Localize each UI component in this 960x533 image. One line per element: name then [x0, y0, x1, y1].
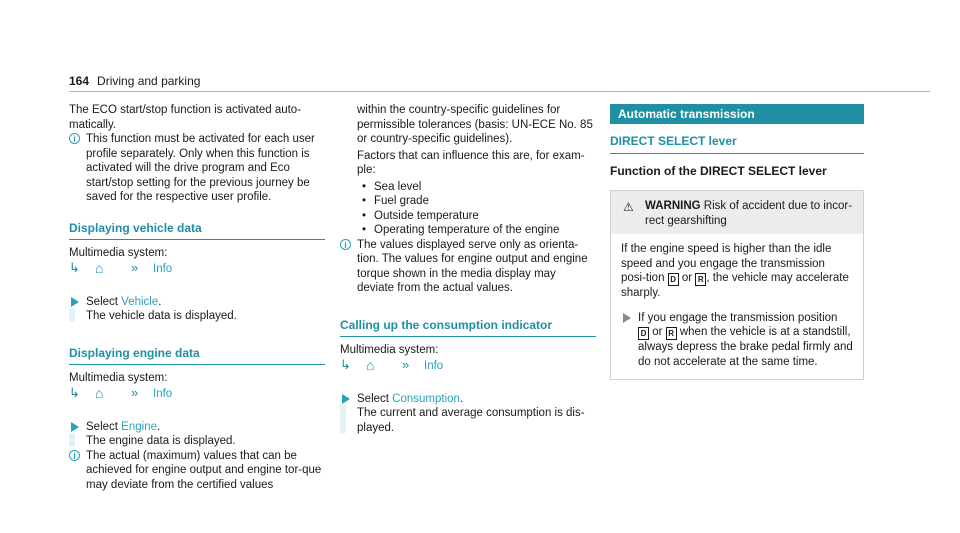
engine-step: Select Engine. The engine data is displayed.	[69, 420, 325, 449]
action-triangle-icon	[71, 297, 79, 307]
engine-path	[69, 386, 325, 420]
list-item: • Outside temperature	[357, 209, 596, 224]
consumption-link[interactable]: Consumption	[392, 392, 460, 405]
action-triangle-icon	[342, 394, 350, 404]
home-icon: ⌂	[95, 384, 104, 401]
list-item: • Sea level	[357, 180, 596, 195]
consumption-step: Select Consumption. The current and average consumption is dis-played.	[340, 392, 596, 436]
home-icon: ⌂	[95, 259, 104, 276]
gear-key-r: R	[695, 273, 706, 286]
action-triangle-icon	[71, 422, 79, 432]
vehicle-path-label: Multimedia system:	[69, 247, 168, 259]
warning-headline: Risk of accident due to incor-rect gearshifting	[645, 200, 853, 227]
vehicle-result: The vehicle data is displayed.	[86, 310, 237, 322]
path-arrow-icon: »	[131, 259, 139, 275]
page-number: 164	[69, 74, 90, 88]
values-note: i The values displayed serve only as orienta-tion. The values for engine output and engine torque shown in the media display may deviate from the actual values.	[340, 238, 596, 296]
engine-result: The engine data is displayed.	[86, 435, 236, 447]
page-header	[69, 74, 200, 89]
consumption-title: Calling up the consumption indicator	[340, 317, 552, 332]
consumption-result: The current and average consumption is dis-played.	[357, 407, 585, 434]
warning-step: If you engage the transmission position D or R when the vehicle is at a standstill, always depress the brake pedal firmly and do not accelerate at the same time.	[621, 311, 853, 370]
factors-intro: Factors that can influence this are, for exam-ple:	[357, 149, 585, 176]
warning-box	[610, 190, 864, 380]
function-heading: Function of the DIRECT SELECT lever	[610, 163, 827, 178]
info-icon: i	[340, 239, 351, 250]
warning-icon: ⚠	[623, 200, 634, 214]
consumption-path	[340, 358, 596, 392]
gear-key-d: D	[638, 327, 649, 340]
info-link[interactable]: Info	[424, 359, 444, 372]
column-3	[610, 104, 864, 380]
path-arrow-icon: »	[131, 384, 139, 400]
engine-note-cont: within the country-specific guidelines for permissible tolerances (basis: UN-ECE No. 85 or country-specific guidelines).	[357, 104, 593, 145]
column-1	[69, 103, 325, 492]
gear-key-d: D	[668, 273, 679, 286]
vehicle-data-title: Displaying vehicle data	[69, 220, 202, 235]
step-bar	[340, 405, 346, 433]
vehicle-path	[69, 261, 325, 295]
engine-path-label: Multimedia system:	[69, 372, 168, 384]
info-link[interactable]: Info	[153, 262, 173, 275]
warning-header	[611, 191, 863, 234]
path-arrow-icon: ↳	[69, 384, 80, 400]
action-triangle-icon	[623, 313, 631, 323]
info-icon: i	[69, 450, 80, 461]
list-item: • Fuel grade	[357, 194, 596, 209]
section-banner: Automatic transmission	[610, 104, 864, 124]
gear-key-r: R	[666, 327, 677, 340]
step-bar	[69, 308, 75, 322]
warning-label: WARNING	[645, 200, 701, 212]
subsection-title: DIRECT SELECT lever	[610, 134, 737, 148]
info-link[interactable]: Info	[153, 387, 173, 400]
eco-intro: The ECO start/stop function is activated auto-matically.	[69, 104, 302, 131]
engine-note: i The actual (maximum) values that can be achieved for engine output and engine tor-que may deviate from the certified values	[69, 449, 325, 493]
list-item: • Operating temperature of the engine	[357, 223, 596, 238]
column-2	[340, 103, 596, 435]
home-icon: ⌂	[366, 356, 375, 373]
vehicle-step: Select Vehicle. The vehicle data is displayed.	[69, 295, 325, 324]
warning-body	[611, 234, 863, 379]
eco-note: i This function must be activated for each user profile separately. Only when this function is activated will the drive program and Eco start/stop setting for the previous journey be saved for the respective user profile.	[69, 132, 325, 205]
chapter-title: Driving and parking	[97, 74, 201, 88]
step-bar	[69, 433, 75, 447]
factors-list	[340, 180, 596, 238]
vehicle-link[interactable]: Vehicle	[121, 295, 159, 308]
path-arrow-icon: ↳	[69, 259, 80, 275]
path-arrow-icon: ↳	[340, 356, 351, 372]
header-divider	[69, 91, 930, 92]
engine-data-title: Displaying engine data	[69, 345, 200, 360]
info-icon: i	[69, 133, 80, 144]
warning-text: If the engine speed is higher than the idle speed and you engage the transmission posi-tion D or R , the vehicle may accelerate sharply.	[621, 243, 849, 299]
consumption-path-label: Multimedia system:	[340, 344, 439, 356]
path-arrow-icon: »	[402, 356, 410, 372]
engine-link[interactable]: Engine	[121, 420, 157, 433]
